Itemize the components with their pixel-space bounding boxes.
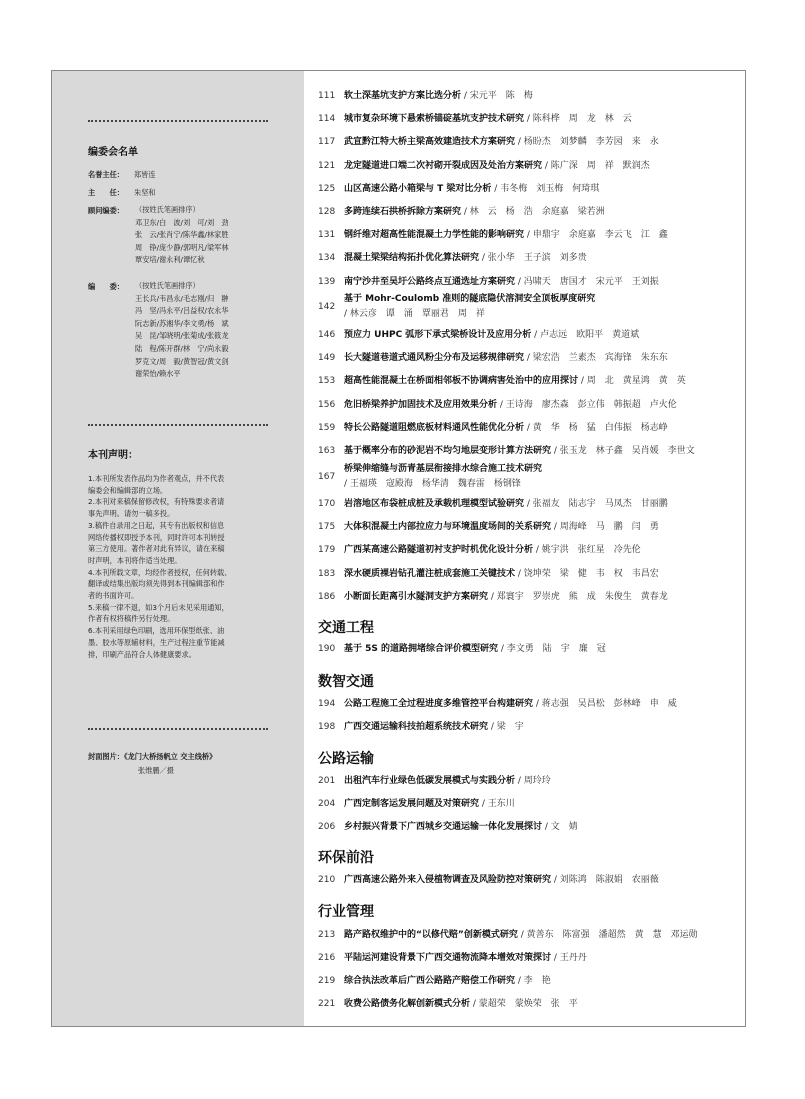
article-authors: 梁宏浩 兰素杰 宾海锋 朱东东 — [532, 353, 668, 364]
declaration-line: 事先声明。请勿一稿多投。 — [88, 509, 175, 519]
separator: / — [533, 699, 542, 709]
article-title: 广西高速公路外来入侵植物调查及风险防控对策研究 — [344, 875, 552, 885]
article-authors: 申鼎宇 余庭嘉 李云飞 江 鑫 — [532, 230, 668, 241]
page-number: 204 — [318, 799, 336, 809]
page-number: 175 — [318, 522, 336, 533]
director — [88, 186, 156, 199]
category-heading: 数智交通 — [318, 674, 374, 690]
article-authors: 王东川 — [487, 799, 515, 809]
editors-line: （按姓氏笔画排序） — [135, 281, 200, 290]
declaration-line: 6.本刊采用绿色印刷，选用环保型纸张、油 — [88, 626, 225, 636]
separator: / — [551, 953, 560, 963]
separator: / — [488, 722, 497, 732]
toc-entry[interactable] — [318, 160, 650, 172]
page-number: 131 — [318, 230, 336, 241]
article-authors: 冯啸天 唐国才 宋元平 王刘振 — [523, 276, 659, 287]
declaration-title: 本刊声明： — [88, 450, 138, 461]
separator: / — [470, 999, 479, 1009]
toc-entry[interactable] — [318, 498, 668, 510]
article-title: 公路工程施工全过程进度多维管控平台构建研究 — [344, 699, 534, 709]
toc-entry[interactable] — [318, 591, 668, 603]
article-title: 山区高速公路小箱梁与 T 梁对比分析 — [344, 183, 492, 194]
toc-entry[interactable] — [318, 544, 641, 556]
toc-entry[interactable] — [318, 929, 698, 941]
toc-entry[interactable] — [318, 375, 686, 387]
article-authors: 韦冬梅 刘玉梅 何琦琪 — [500, 183, 600, 194]
toc-entry[interactable] — [318, 463, 543, 482]
article-authors: 黄 华 杨 猛 白伟振 杨志峥 — [532, 422, 668, 433]
article-authors: 杨盼杰 刘梦麟 李芳园 来 永 — [523, 137, 659, 148]
article-title: 南宁沙井至吴圩公路终点互通选址方案研究 — [344, 276, 516, 287]
category-heading: 行业管理 — [318, 904, 374, 920]
toc-entry[interactable] — [318, 874, 659, 886]
article-authors: 陈广深 周 祥 默润杰 — [550, 160, 650, 171]
article-authors: 姚宇洪 张红星 冷先伦 — [541, 545, 641, 556]
advisors-label-row — [88, 204, 134, 217]
advisors-line: 周 铮/庞少静/郭明凡/梁军林 — [135, 242, 229, 252]
toc-entry[interactable] — [318, 821, 578, 833]
page-number: 149 — [318, 353, 336, 364]
separator: / — [491, 183, 501, 194]
page-number: 221 — [318, 999, 336, 1009]
toc-entry[interactable] — [318, 975, 551, 987]
article-title: 广西某高速公路隧道初衬支护时机优化设计分析 — [344, 545, 534, 556]
separator: / — [515, 568, 524, 579]
category-heading: 环保前沿 — [318, 850, 374, 866]
separator: / — [578, 376, 587, 387]
article-title: 桥梁伸缩缝与沥青基层衔接排水综合施工技术研究 — [344, 464, 543, 474]
declaration-line: 者的书面许可。 — [88, 591, 139, 601]
article-title: 乡村振兴背景下广西城乡交通运输一体化发展探讨 — [344, 822, 543, 832]
page-number: 194 — [318, 699, 336, 709]
article-authors: / 林云彦 谭 涌 覃丽君 周 祥 — [344, 309, 485, 319]
separator: / — [533, 545, 542, 556]
separator: / — [515, 776, 524, 786]
page-number: 167 — [318, 472, 336, 482]
article-title: 大体积混凝土内部拉应力与环境温度场间的关系研究 — [344, 522, 552, 533]
article-title: 危旧桥梁养护加固技术及应用效果分析 — [344, 399, 498, 410]
separator: / — [524, 422, 533, 433]
toc-entry[interactable] — [318, 329, 639, 341]
toc-entry[interactable] — [318, 90, 533, 102]
editors-label-row — [88, 280, 134, 293]
advisors-line: （按姓氏笔画排序） — [135, 205, 200, 214]
page-number: 146 — [318, 330, 336, 340]
toc-entry[interactable] — [318, 445, 695, 457]
article-title: 长大隧道巷道式通风粉尘分布及运移规律研究 — [344, 353, 525, 364]
article-authors: 林 云 杨 浩 余庭嘉 梁若洲 — [469, 207, 605, 217]
editors-line: 阮志新/苏湘华/李文勇/杨 斌 — [135, 318, 229, 328]
article-authors: 李 艳 — [523, 976, 551, 986]
director-value: 朱坚和 — [134, 188, 156, 197]
separator: / — [479, 253, 488, 264]
separator: / — [524, 114, 533, 125]
page-number: 213 — [318, 930, 336, 940]
separator: / — [524, 499, 533, 509]
article-authors: 王丹丹 — [559, 953, 587, 963]
advisors-line: 邓卫东/白 波/刘 可/刘 劲 — [135, 217, 229, 227]
page-number: 114 — [318, 114, 336, 125]
category-heading: 公路运输 — [318, 751, 374, 767]
declaration-text — [88, 473, 268, 660]
page-number: 163 — [318, 446, 336, 456]
toc-entry[interactable] — [318, 721, 524, 733]
page-number: 121 — [318, 160, 336, 171]
declaration-line: 3.稿件自录用之日起，其专有出版权和信息 — [88, 520, 225, 530]
article-authors: 李文勇 陆 宇 廉 冠 — [506, 644, 606, 654]
declaration-line: 编委会和编辑部的立场。 — [88, 485, 168, 495]
article-title: 收费公路债务化解创新模式分析 — [344, 999, 471, 1009]
declaration-line: 网络传播权即授予本刊，同时许可本刊转授 — [88, 532, 225, 542]
page-number: 190 — [318, 644, 336, 654]
separator: / — [531, 330, 541, 340]
separator: / — [524, 353, 533, 364]
page-number: 201 — [318, 776, 336, 786]
toc-entry[interactable] — [318, 998, 578, 1010]
page-number: 206 — [318, 822, 336, 832]
editors-label: 编 委： — [88, 282, 124, 291]
declaration-line: 排，印刷产品符合人体健康要求。 — [88, 649, 196, 659]
article-title: 出租汽车行业绿色低碳发展模式与实践分析 — [344, 776, 516, 786]
separator: / — [551, 446, 560, 456]
article-title: 钢纤维对超高性能混凝土力学性能的影响研究 — [344, 230, 525, 241]
separator: / — [542, 160, 551, 171]
article-authors: 黄善东 陈富强 潘超然 黄 慧 邓运勋 — [526, 930, 698, 940]
separator: / — [497, 399, 506, 410]
toc-entry[interactable] — [318, 698, 677, 710]
toc-entry[interactable] — [318, 352, 668, 364]
page-number: 159 — [318, 422, 336, 433]
article-title: 软土深基坑支护方案比选分析 — [344, 91, 462, 101]
declaration-line: 2.本刊对来稿保留修改权，有特殊要求者请 — [88, 497, 225, 507]
article-authors: 张小华 王子滨 刘多贵 — [487, 253, 587, 264]
toc-entry[interactable] — [318, 399, 677, 411]
declaration-line: 第三方使用。著作者对此有异议，请在来稿 — [88, 544, 225, 554]
editors-line: 罗克文/周 毅/黄智冠/黄文剑 — [135, 356, 229, 366]
page-number: 134 — [318, 253, 336, 264]
article-authors: 陈科桦 周 龙 林 云 — [532, 114, 632, 125]
separator: / — [461, 207, 470, 217]
separator: / — [551, 522, 560, 533]
article-title: 路产路权维护中的“以修代赔”创新模式研究 — [344, 930, 518, 940]
article-authors: 周 北 黄星鸿 黄 英 — [586, 376, 686, 387]
editors-list — [135, 280, 263, 381]
article-authors: 文 婧 — [550, 822, 578, 832]
page-number: 153 — [318, 376, 336, 387]
separator: / — [515, 137, 524, 148]
separator: / — [479, 799, 488, 809]
article-title: 特长公路隧道阻燃底板材料通风性能优化分析 — [344, 422, 525, 433]
article-authors: 蒙超荣 蒙焕荣 张 平 — [478, 999, 578, 1009]
article-title: 综合执法改革后广西公路路产赔偿工作研究 — [344, 976, 516, 986]
toc-entry[interactable] — [318, 643, 606, 655]
separator: / — [488, 591, 497, 602]
divider — [88, 728, 268, 730]
page-number: 139 — [318, 276, 336, 287]
article-authors: 梁 宇 — [496, 722, 524, 732]
article-authors: 蒋志强 吴昌松 彭林峰 申 威 — [541, 699, 677, 709]
toc-entry[interactable] — [318, 952, 587, 964]
advisors-label: 顾问编委： — [88, 206, 124, 215]
toc-entry[interactable] — [318, 568, 659, 580]
article-title: 平陆运河建设背景下广西交通物流降本增效对策探讨 — [344, 953, 552, 963]
toc-entry[interactable] — [318, 229, 668, 241]
page-number: 219 — [318, 976, 336, 986]
article-authors: 张福友 陆志宇 马凤杰 甘丽鹏 — [532, 499, 668, 509]
article-title: 基于 5S 的道路拥堵综合评价模型研究 — [344, 644, 499, 654]
category-heading: 交通工程 — [318, 620, 374, 636]
page-number: 179 — [318, 545, 336, 556]
toc-entry[interactable] — [318, 798, 515, 810]
separator: / — [517, 930, 527, 940]
toc-entry[interactable] — [318, 136, 659, 148]
page-number: 216 — [318, 953, 336, 963]
declaration-line: 作者有权将稿件另行处理。 — [88, 614, 175, 624]
page-number: 125 — [318, 183, 336, 194]
declaration-line: 5.来稿一律不退，如3个月后未见采用通知， — [88, 602, 229, 612]
separator: / — [551, 875, 560, 885]
cover-caption: 封面图片：《龙门大桥扬帆立 交主线桥》 — [88, 752, 217, 761]
committee-title: 编委会名单 — [88, 147, 138, 158]
article-authors: 刘陈鸿 陈淑娟 农丽薇 — [559, 875, 659, 885]
article-authors: 饶坤荣 梁 健 韦 权 韦昌宏 — [523, 568, 659, 579]
divider — [88, 120, 268, 122]
declaration-line: 墨、胶水等原辅材料，生产过程注重节能减 — [88, 637, 225, 647]
divider — [88, 424, 268, 426]
article-title: 深水硬质裸岩钻孔灌注桩成套施工关键技术 — [344, 568, 516, 579]
toc-entry[interactable] — [318, 521, 659, 533]
page-number: 111 — [318, 91, 336, 101]
honorary-director — [88, 168, 156, 181]
page-number: 170 — [318, 499, 336, 509]
page-number: 198 — [318, 722, 336, 732]
page-number: 117 — [318, 137, 336, 148]
honorary-label: 名誉主任： — [88, 170, 124, 179]
editors-line: 谢荣怡/赖水平 — [135, 369, 181, 379]
declaration-line: 1.本刊所发表作品均为作者观点，并不代表 — [88, 474, 225, 483]
article-title: 基于概率分布的砂泥岩不均匀地层变形计算方法研究 — [344, 446, 552, 456]
editors-line: 陆 程/陈开群/林 宁/尚永毅 — [135, 343, 229, 353]
article-title: 城市复杂环境下悬索桥锚碇基坑支护技术研究 — [344, 114, 525, 125]
article-authors: 宋元平 陈 梅 — [469, 91, 533, 101]
article-authors: 周玲玲 — [523, 776, 551, 786]
advisors-list — [135, 204, 263, 267]
director-label: 主 任： — [88, 188, 124, 197]
article-title: 混凝土梁梁结构拓扑优化算法研究 — [344, 253, 480, 264]
cover-credit: 张维鹏／摄 — [138, 766, 174, 775]
article-title: 广西交通运输科技拍超系统技术研究 — [344, 722, 489, 732]
toc-entry[interactable] — [318, 113, 632, 125]
toc-entry[interactable] — [318, 293, 596, 312]
toc-entry[interactable] — [318, 775, 551, 787]
article-title: 广西定制客运发展问题及对策研究 — [344, 799, 480, 809]
article-title: 小断面长距离引水隧洞支护方案研究 — [344, 591, 489, 602]
article-title: 龙定隧道进口端二次衬砌开裂成因及处治方案研究 — [344, 160, 543, 171]
separator: / — [498, 644, 507, 654]
article-authors: 郑寰宇 罗崇虎 熊 成 朱俊生 黄春龙 — [496, 591, 668, 602]
separator: / — [515, 976, 524, 986]
declaration-line: 时声明，本刊将作适当处理。 — [88, 555, 182, 565]
article-title: 多跨连续石拱桥拆除方案研究 — [344, 207, 462, 217]
toc-entry[interactable] — [318, 422, 668, 434]
toc-entry[interactable] — [318, 206, 605, 218]
article-authors: 周海峰 马 鹏 闫 勇 — [559, 522, 659, 533]
article-authors: / 王福瑛 寇殿海 杨华清 魏春雷 杨钢锋 — [344, 479, 521, 489]
page-number: 186 — [318, 591, 336, 602]
page-number: 183 — [318, 568, 336, 579]
editors-line: 吴 昆/邹晓明/张菊成/张筱龙 — [135, 331, 229, 341]
toc-entry[interactable] — [318, 252, 587, 264]
article-title: 岩溶地区布袋桩成桩及承载机理模型试验研究 — [344, 499, 525, 509]
separator: / — [515, 276, 524, 287]
advisors-line: 张 云/张肖宁/陈华鑫/林家胜 — [135, 230, 229, 240]
page-number: 128 — [318, 207, 336, 217]
separator: / — [461, 91, 470, 101]
separator: / — [542, 822, 551, 832]
page-number: 156 — [318, 399, 336, 410]
editors-line: 冯 坚/冯永平/吕益权/农永华 — [135, 306, 229, 316]
declaration-line: 翻译或结集出版均须先得到本刊编辑部和作 — [88, 579, 225, 589]
honorary-value: 郑皆连 — [134, 170, 156, 179]
page-number: 142 — [318, 302, 336, 312]
page-number: 210 — [318, 875, 336, 885]
article-title: 基于 Mohr-Coulomb 准则的隧底隐伏溶洞安全顶板厚度研究 — [344, 294, 596, 304]
toc-entry[interactable] — [318, 183, 599, 195]
article-authors: 张玉龙 林子鑫 吴肖媛 李世文 — [559, 446, 695, 456]
toc-entry[interactable] — [318, 276, 659, 288]
advisors-line: 覃安培/谢永利/谭忆秋 — [135, 255, 205, 265]
separator: / — [524, 230, 533, 241]
declaration-line: 4.本刊所载文章，均经作者授权，任何转载、 — [88, 567, 232, 577]
article-title: 预应力 UHPC 弧形下承式梁桥设计及应用分析 — [344, 330, 532, 340]
article-title: 武宣黔江特大桥主梁高效建造技术方案研究 — [344, 137, 516, 148]
article-authors: 卢志远 欧阳平 黄道斌 — [540, 330, 640, 340]
article-title: 超高性能混凝土在桥面相邻板不协调病害处治中的应用探讨 — [344, 376, 579, 387]
article-authors: 王诗海 廖杰森 彭立伟 韩振超 卢火伦 — [505, 399, 677, 410]
editors-line: 王长兵/韦昌永/毛志刚/归 翀 — [135, 293, 229, 303]
